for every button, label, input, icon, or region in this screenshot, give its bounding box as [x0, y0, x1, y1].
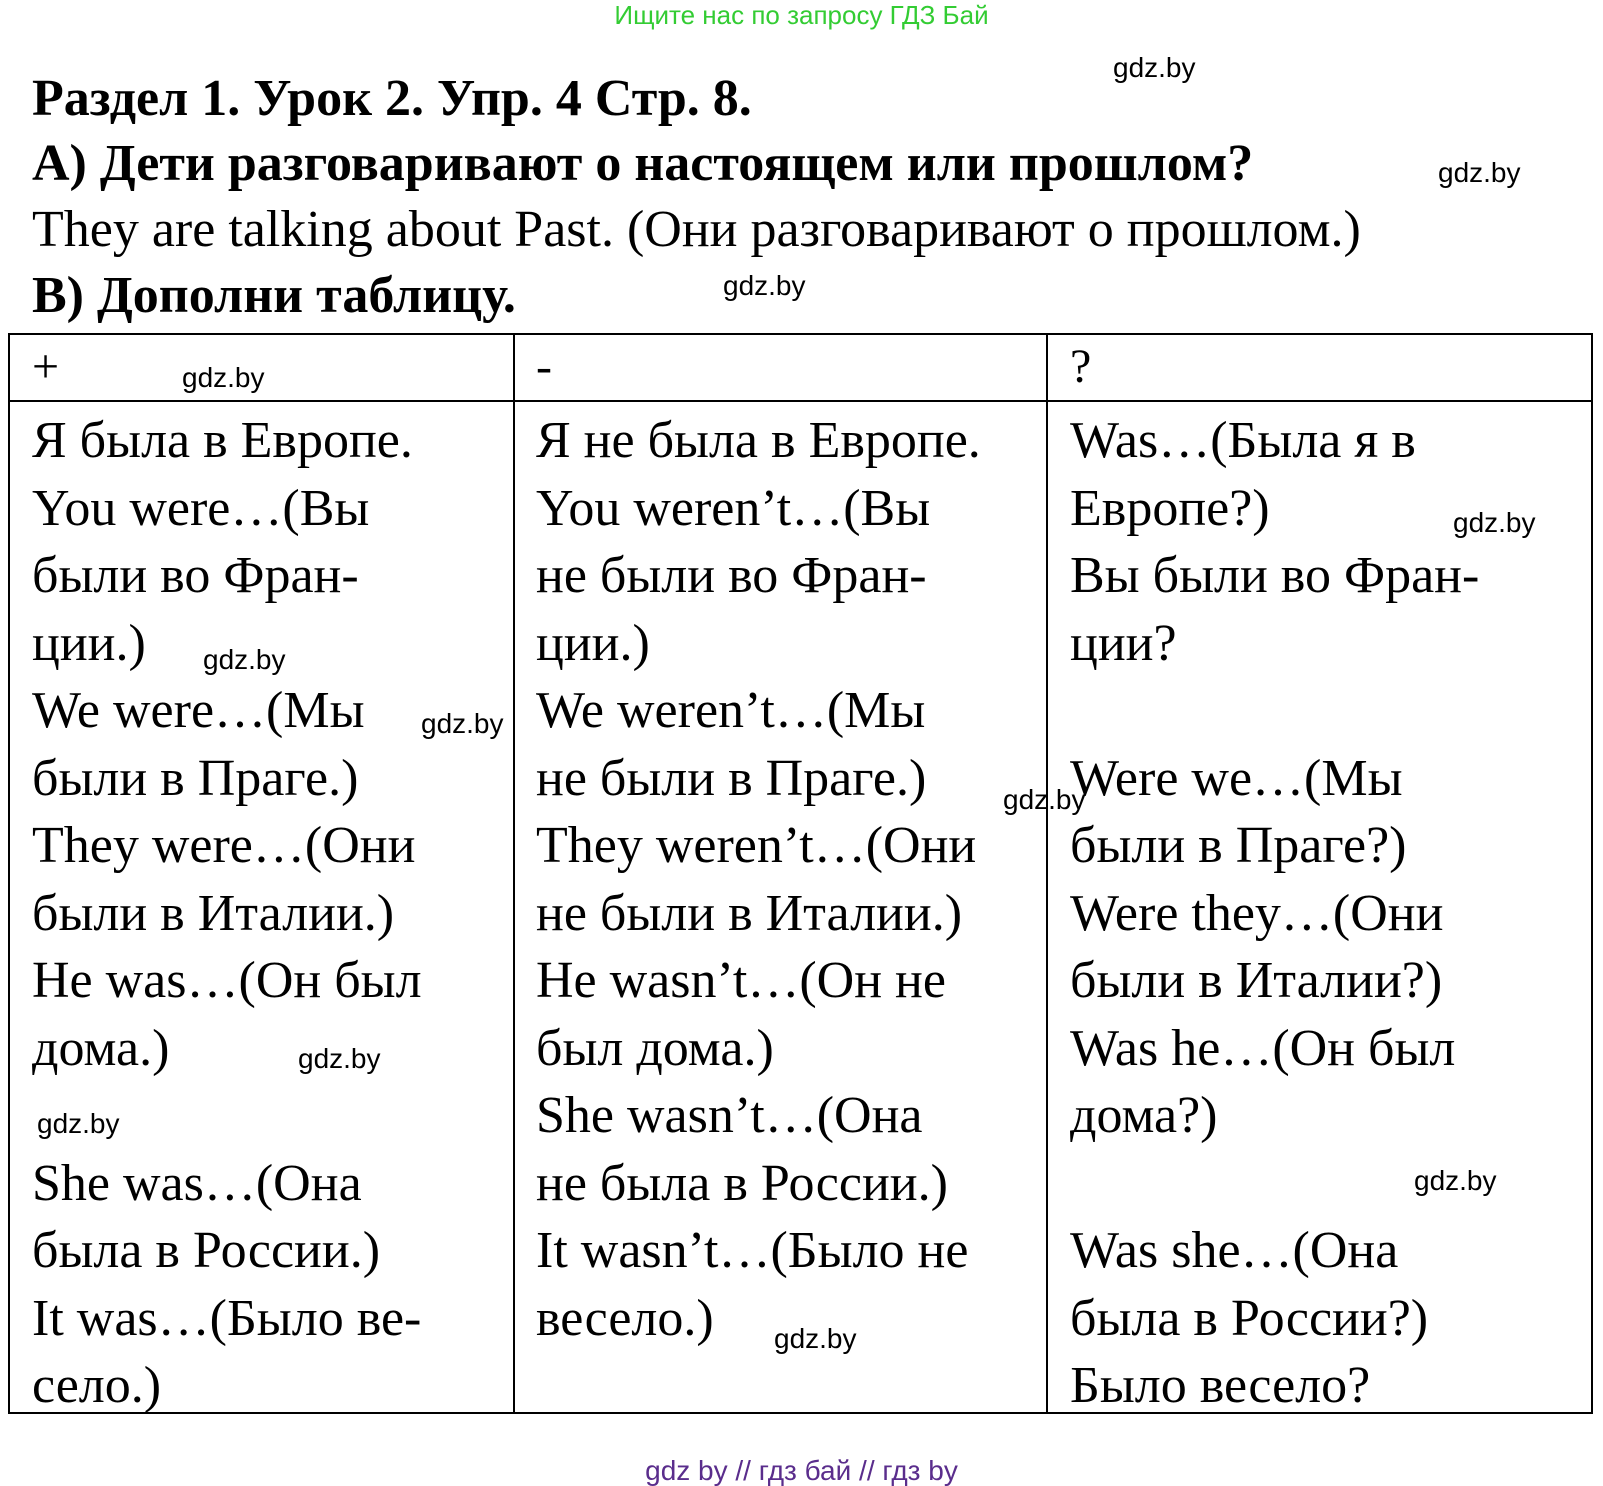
table-line: Европе?)	[1070, 479, 1270, 537]
table-line: Было весело?	[1070, 1357, 1371, 1414]
header-question: ?	[1070, 340, 1092, 393]
table-line: не были в Италии.)	[536, 884, 963, 942]
table-line: Were we…(Мы	[1070, 749, 1403, 807]
table-line: Вы были во Фран-	[1070, 547, 1480, 604]
watermark: gdz.by	[1414, 1165, 1497, 1196]
table-line: были в Праге.)	[32, 749, 359, 807]
table-line	[1070, 677, 1479, 745]
watermark: gdz.by	[37, 1108, 120, 1139]
column-affirmative	[32, 407, 422, 1420]
watermark: gdz.by	[1003, 784, 1086, 815]
page-heading: Раздел 1. Урок 2. Упр. 4 Стр. 8.	[32, 70, 752, 127]
table-line: ции.)	[32, 614, 146, 672]
table-divider	[513, 335, 515, 1412]
table-line: ции?	[1070, 614, 1177, 672]
task-a-question: А) Дети разговаривают о настоящем или прошлом?	[32, 135, 1254, 192]
table-line: была в России?)	[1070, 1289, 1429, 1347]
table-line: Was…(Была я в	[1070, 412, 1416, 469]
watermark: gdz.by	[723, 270, 806, 301]
table-line: Were they…(Они	[1070, 884, 1444, 942]
header-divider	[10, 400, 1591, 402]
table-line: дома.)	[32, 1019, 170, 1077]
watermark: gdz.by	[182, 362, 265, 393]
table-line: Was she…(Она	[1070, 1222, 1399, 1279]
table-line: были в Италии?)	[1070, 952, 1443, 1009]
table-line: не была в России.)	[536, 1154, 948, 1212]
table-line: We weren’t…(Мы	[536, 682, 926, 739]
watermark: gdz.by	[1438, 157, 1521, 188]
table-line: You were…(Вы	[32, 479, 370, 537]
task-a-answer: They are talking about Past. (Они разговаривают о прошлом.)	[32, 201, 1361, 258]
column-negative	[536, 407, 981, 1352]
watermark: gdz.by	[298, 1043, 381, 1074]
table-line: были в Италии.)	[32, 884, 395, 942]
table-line: были во Фран-	[32, 547, 359, 604]
table-line: Я была в Европе.	[32, 412, 413, 469]
table-line: не были в Праге.)	[536, 749, 927, 807]
table-line: They weren’t…(Они	[536, 817, 977, 874]
watermark: gdz.by	[203, 644, 286, 675]
header-minus: -	[536, 340, 552, 393]
watermark: gdz.by	[421, 708, 504, 739]
site-banner: Ищите нас по запросу ГДЗ Бай	[614, 0, 989, 30]
table-line: They were…(Они	[32, 817, 416, 874]
table-line: He wasn’t…(Он не	[536, 952, 946, 1009]
table-line: He was…(Он был	[32, 952, 422, 1009]
watermark: gdz.by	[1453, 507, 1536, 538]
column-question	[1070, 407, 1479, 1420]
header-plus: +	[32, 340, 60, 393]
footer-links: gdz by // гдз бай // гдз by	[645, 1455, 958, 1486]
table-line: Was he…(Он был	[1070, 1019, 1456, 1077]
table-line: She was…(Она	[32, 1154, 362, 1212]
table-line: She wasn’t…(Она	[536, 1087, 923, 1144]
table-line: ции.)	[536, 614, 650, 672]
table-line: дома?)	[1070, 1087, 1218, 1144]
table-line: село.)	[32, 1357, 162, 1414]
table-line: It was…(Было ве-	[32, 1289, 422, 1347]
table-line: не были во Фран-	[536, 547, 927, 604]
table-line: We were…(Мы	[32, 682, 365, 739]
table-line: You weren’t…(Вы	[536, 479, 931, 537]
watermark: gdz.by	[774, 1323, 857, 1354]
table-line: были в Праге?)	[1070, 817, 1407, 874]
table-line: была в России.)	[32, 1222, 381, 1279]
answer-table	[8, 333, 1593, 1414]
table-line: It wasn’t…(Было не	[536, 1222, 969, 1279]
table-divider	[1046, 335, 1048, 1412]
table-line: Я не была в Европе.	[536, 412, 981, 469]
table-line: был дома.)	[536, 1019, 774, 1077]
task-b-heading: В) Дополни таблицу.	[32, 267, 516, 324]
watermark: gdz.by	[1113, 52, 1196, 83]
table-line: весело.)	[536, 1289, 714, 1347]
